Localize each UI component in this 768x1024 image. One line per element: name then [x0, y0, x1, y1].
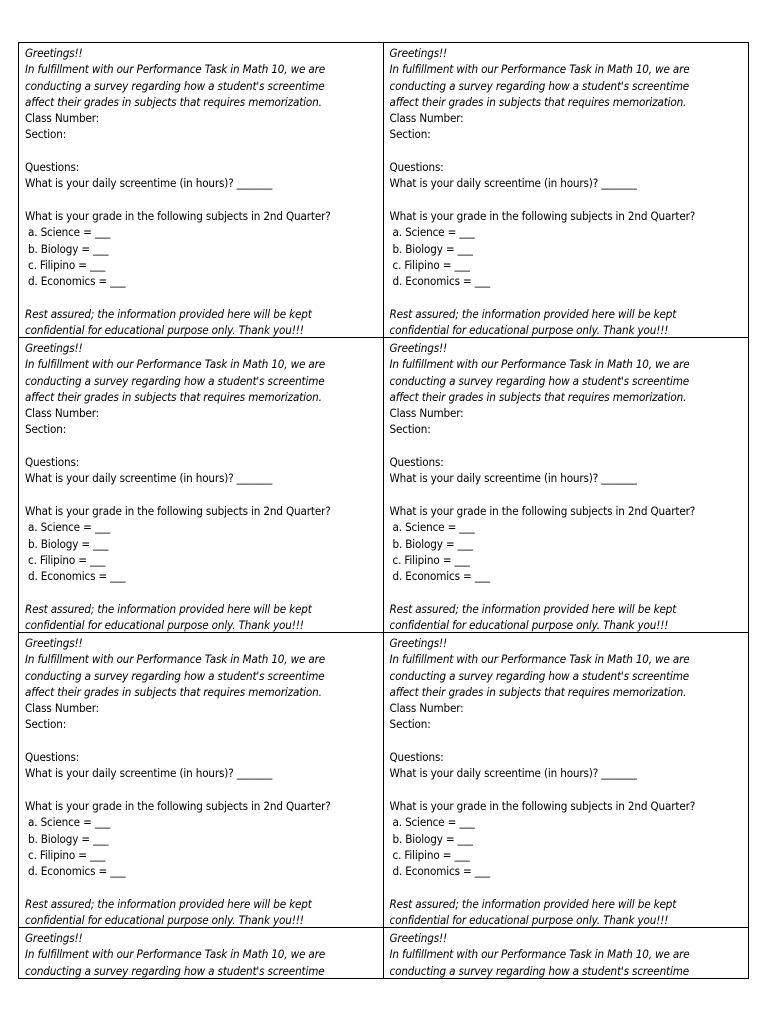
section-label: Section: [389, 127, 431, 142]
closing-line: confidential for educational purpose only. Thank you!!! [389, 618, 669, 632]
closing-line: Rest assured; the information provided here will be kept [389, 896, 677, 911]
survey-form [19, 633, 384, 927]
form-row-4 [19, 928, 748, 979]
intro-line: affect their grades in subjects that requires memorization. [389, 94, 687, 109]
greeting: Greetings!! [389, 341, 448, 355]
class-number-label: Class Number: [389, 701, 464, 716]
subject-item: c. Filipino = ___ [28, 847, 106, 862]
closing-line: Rest assured; the information provided here will be kept [25, 896, 312, 911]
intro-line: In fulfillment with our Performance Task in Math 10, we are [389, 947, 690, 962]
survey-form-partial [384, 928, 749, 979]
closing-line: Rest assured; the information provided here will be kept [389, 306, 677, 321]
subject-item: d. Economics = ___ [28, 864, 126, 879]
grades-question: What is your grade in the following subjects in 2nd Quarter? [25, 503, 331, 518]
intro-line: conducting a survey regarding how a student's screentime [389, 373, 690, 388]
class-number-label: Class Number: [389, 406, 464, 421]
subject-item: d. Economics = ___ [28, 274, 126, 289]
screentime-question: What is your daily screentime (in hours)? _______ [389, 766, 637, 781]
subject-item: a. Science = ___ [392, 520, 475, 535]
questions-heading: Questions: [25, 455, 80, 470]
greeting: Greetings!! [25, 341, 83, 355]
intro-line: affect their grades in subjects that requires memorization. [25, 684, 322, 699]
form-row-3 [19, 633, 748, 928]
section-label: Section: [389, 717, 431, 732]
closing-line: confidential for educational purpose only. Thank you!!! [389, 913, 669, 927]
closing-line: confidential for educational purpose only. Thank you!!! [25, 323, 304, 337]
survey-sheet [18, 42, 749, 979]
questions-heading: Questions: [389, 160, 444, 175]
intro-line: In fulfillment with our Performance Task in Math 10, we are [389, 357, 690, 372]
intro-line: conducting a survey regarding how a student's screentime [389, 963, 690, 978]
closing-line: Rest assured; the information provided here will be kept [389, 601, 677, 616]
intro-line: In fulfillment with our Performance Task in Math 10, we are [389, 62, 690, 77]
class-number-label: Class Number: [25, 111, 100, 126]
questions-heading: Questions: [25, 750, 80, 765]
subject-item: c. Filipino = ___ [392, 257, 470, 272]
class-number-label: Class Number: [389, 111, 464, 126]
intro-line: affect their grades in subjects that requires memorization. [25, 94, 322, 109]
survey-form [384, 43, 749, 337]
grades-question: What is your grade in the following subjects in 2nd Quarter? [389, 503, 696, 518]
intro-line: In fulfillment with our Performance Task in Math 10, we are [25, 652, 326, 667]
intro-line: conducting a survey regarding how a student's screentime [25, 963, 325, 978]
questions-heading: Questions: [389, 750, 444, 765]
greeting: Greetings!! [389, 636, 448, 650]
subject-item: d. Economics = ___ [28, 569, 126, 584]
form-row-2 [19, 338, 748, 633]
screentime-question: What is your daily screentime (in hours)? _______ [25, 176, 273, 191]
closing-line: confidential for educational purpose only. Thank you!!! [25, 618, 304, 632]
survey-form-partial [19, 928, 384, 979]
subject-item: c. Filipino = ___ [392, 552, 470, 567]
section-label: Section: [389, 422, 431, 437]
closing-line: confidential for educational purpose only. Thank you!!! [389, 323, 669, 337]
subject-item: b. Biology = ___ [28, 241, 109, 256]
subject-item: d. Economics = ___ [392, 569, 490, 584]
survey-form [19, 338, 384, 632]
questions-heading: Questions: [25, 160, 80, 175]
subject-item: d. Economics = ___ [392, 864, 490, 879]
grades-question: What is your grade in the following subjects in 2nd Quarter? [389, 208, 696, 223]
intro-line: conducting a survey regarding how a student's screentime [389, 78, 690, 93]
intro-line: In fulfillment with our Performance Task in Math 10, we are [389, 652, 690, 667]
section-label: Section: [25, 127, 67, 142]
intro-line: In fulfillment with our Performance Task in Math 10, we are [25, 947, 326, 962]
subject-item: c. Filipino = ___ [28, 257, 106, 272]
subject-item: c. Filipino = ___ [28, 552, 106, 567]
subject-item: a. Science = ___ [28, 520, 111, 535]
subject-item: d. Economics = ___ [392, 274, 490, 289]
subject-item: b. Biology = ___ [28, 536, 109, 551]
survey-form [384, 633, 749, 927]
screentime-question: What is your daily screentime (in hours)? _______ [389, 471, 637, 486]
grades-question: What is your grade in the following subjects in 2nd Quarter? [389, 798, 696, 813]
screentime-question: What is your daily screentime (in hours)? _______ [25, 766, 273, 781]
subject-item: a. Science = ___ [392, 225, 475, 240]
questions-heading: Questions: [389, 455, 444, 470]
class-number-label: Class Number: [25, 701, 100, 716]
screentime-question: What is your daily screentime (in hours)? _______ [25, 471, 273, 486]
grades-question: What is your grade in the following subjects in 2nd Quarter? [25, 208, 331, 223]
subject-item: a. Science = ___ [392, 815, 475, 830]
intro-line: conducting a survey regarding how a student's screentime [25, 668, 325, 683]
intro-line: In fulfillment with our Performance Task in Math 10, we are [25, 62, 326, 77]
closing-line: confidential for educational purpose only. Thank you!!! [25, 913, 304, 927]
greeting: Greetings!! [389, 931, 448, 945]
form-row-1 [19, 43, 748, 338]
greeting: Greetings!! [25, 931, 83, 945]
subject-item: a. Science = ___ [28, 815, 111, 830]
intro-line: affect their grades in subjects that requires memorization. [389, 684, 687, 699]
closing-line: Rest assured; the information provided here will be kept [25, 306, 312, 321]
section-label: Section: [25, 717, 67, 732]
intro-line: In fulfillment with our Performance Task in Math 10, we are [25, 357, 326, 372]
survey-form [19, 43, 384, 337]
subject-item: b. Biology = ___ [392, 536, 473, 551]
greeting: Greetings!! [389, 46, 448, 60]
intro-line: conducting a survey regarding how a student's screentime [389, 668, 690, 683]
greeting: Greetings!! [25, 46, 83, 60]
subject-item: c. Filipino = ___ [392, 847, 470, 862]
subject-item: b. Biology = ___ [392, 241, 473, 256]
intro-line: affect their grades in subjects that requires memorization. [25, 389, 322, 404]
subject-item: b. Biology = ___ [28, 831, 109, 846]
greeting: Greetings!! [25, 636, 83, 650]
closing-line: Rest assured; the information provided here will be kept [25, 601, 312, 616]
class-number-label: Class Number: [25, 406, 100, 421]
intro-line: conducting a survey regarding how a student's screentime [25, 78, 325, 93]
section-label: Section: [25, 422, 67, 437]
intro-line: conducting a survey regarding how a student's screentime [25, 373, 325, 388]
subject-item: b. Biology = ___ [392, 831, 473, 846]
grades-question: What is your grade in the following subjects in 2nd Quarter? [25, 798, 331, 813]
survey-form [384, 338, 749, 632]
subject-item: a. Science = ___ [28, 225, 111, 240]
screentime-question: What is your daily screentime (in hours)? _______ [389, 176, 637, 191]
intro-line: affect their grades in subjects that requires memorization. [389, 389, 687, 404]
